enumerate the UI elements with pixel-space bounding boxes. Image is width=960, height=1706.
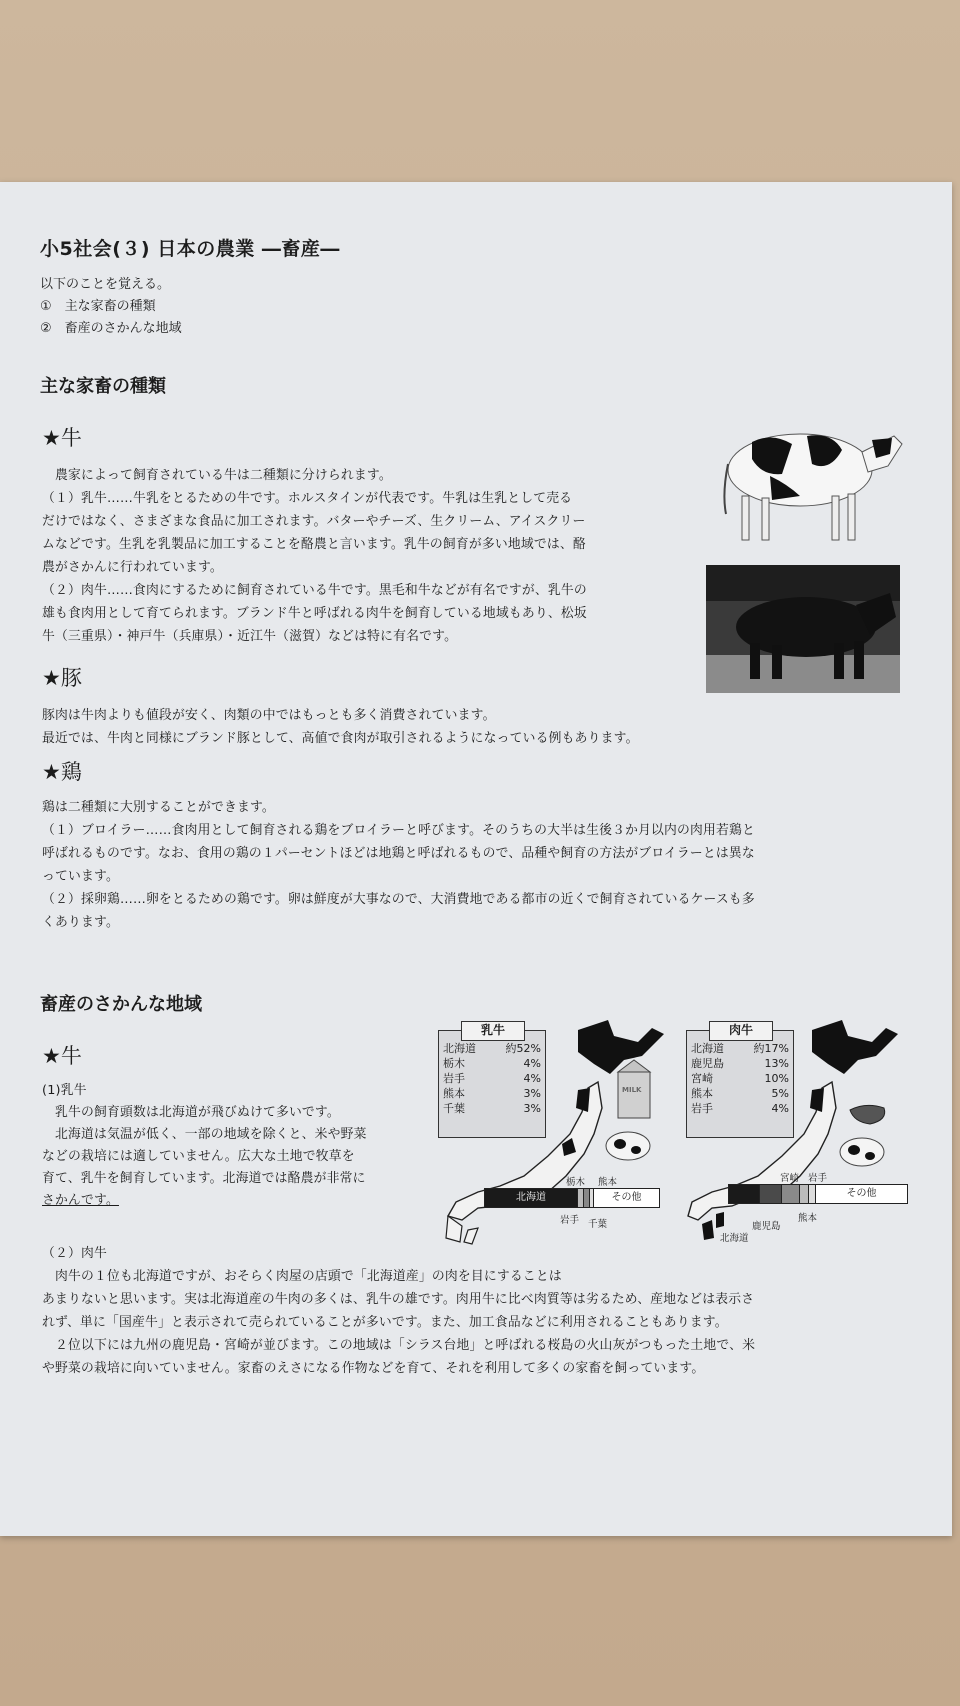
text-line: さかんです。 xyxy=(42,1193,119,1208)
intro-list xyxy=(40,274,182,340)
text-line: などの栽培には適していません。広大な土地で牧草を xyxy=(42,1149,355,1164)
stat-row xyxy=(443,1056,541,1071)
text-line: ２位以下には九州の鹿児島・宮崎が並びます。この地域は「シラス台地」と呼ばれる桜島の火山灰がつもった土地で、米 xyxy=(42,1338,756,1353)
stat-row xyxy=(691,1056,789,1071)
text-line: っています。 xyxy=(42,869,119,884)
subheading-chicken: ★鶏 xyxy=(42,760,82,784)
stat-row xyxy=(691,1086,789,1101)
stat-row xyxy=(691,1101,789,1116)
beef-stat-box xyxy=(686,1023,794,1138)
stat-row xyxy=(443,1086,541,1101)
pref: 北海道 xyxy=(691,1042,724,1055)
bar-label: 千葉 xyxy=(588,1219,608,1230)
pct: 5% xyxy=(771,1087,789,1100)
text-line: 呼ばれるものです。なお、食用の鶏の１パーセントほどは地鶏と呼ばれるもので、品種や飼育の方法がブロイラーとは異な xyxy=(42,846,755,861)
text-line: 鶏は二種類に大別することができます。 xyxy=(42,800,275,815)
pref: 岩手 xyxy=(691,1102,713,1115)
pct: 10% xyxy=(764,1072,789,1085)
dairy-share-bar xyxy=(484,1188,660,1208)
text-line: （２）採卵鶏……卵をとるための鶏です。卵は鮮度が大事なので、大消費地である都市の近くで飼育されているケースも多 xyxy=(42,892,755,907)
text-line: だけではなく、さまざまな食品に加工されます。バターやチーズ、生クリーム、アイスクリー xyxy=(42,514,586,529)
pct: 4% xyxy=(771,1102,789,1115)
bar-label: 岩手 xyxy=(808,1173,828,1184)
pref: 北海道 xyxy=(443,1042,476,1055)
text-line: 北海道は気温が低く、一部の地域を除くと、米や野菜 xyxy=(42,1127,367,1142)
bar-segment-kagoshima xyxy=(759,1185,781,1203)
beef-header: 肉牛 xyxy=(709,1021,773,1041)
pref: 熊本 xyxy=(691,1087,713,1100)
intro-line: ① 主な家畜の種類 xyxy=(40,299,156,314)
pct: 4% xyxy=(523,1072,541,1085)
bar-label: 鹿児島 xyxy=(752,1221,781,1232)
pig-paragraph xyxy=(42,704,639,750)
chicken-paragraph xyxy=(42,796,755,934)
text-line: や野菜の栽培に向いていません。家畜のえさになる作物などを育て、それを利用して多くの家畜を飼っています。 xyxy=(42,1361,705,1376)
dairy-header: 乳牛 xyxy=(461,1021,525,1041)
text-line: (1)乳牛 xyxy=(42,1083,87,1098)
pct: 4% xyxy=(523,1057,541,1070)
stat-row xyxy=(443,1071,541,1086)
section-heading-livestock-regions: 畜産のさかんな地域 xyxy=(40,994,202,1015)
text-line: 豚肉は牛肉よりも値段が安く、肉類の中ではもっとも多く消費されています。 xyxy=(42,708,496,723)
bar-label: 栃木 xyxy=(566,1177,586,1188)
bar-segment-hokkaido: 北海道 xyxy=(485,1189,577,1207)
text-line: 牛（三重県）・神戸牛（兵庫県）・近江牛（滋賀）などは特に有名です。 xyxy=(42,629,458,644)
bar-segment-iwate xyxy=(808,1185,815,1203)
text-line: 育て、乳牛を飼育しています。北海道では酪農が非常に xyxy=(42,1171,366,1186)
bar-segment-other: その他 xyxy=(815,1185,907,1203)
worksheet-paper xyxy=(0,182,952,1536)
bar-label: 熊本 xyxy=(798,1213,818,1224)
text-line: れず、単に「国産牛」と表示されて売られていることが多いです。また、加工食品などに利用されることもあります。 xyxy=(42,1315,728,1330)
pct: 約17% xyxy=(753,1042,789,1055)
milk-carton-label: MILK xyxy=(622,1086,642,1094)
text-line: 肉牛の１位も北海道ですが、おそらく肉屋の店頭で「北海道産」の肉を目にすることは xyxy=(42,1269,562,1284)
holstein-cow-photo xyxy=(712,414,906,548)
pref: 栃木 xyxy=(443,1057,465,1070)
dairy-stat-box xyxy=(438,1023,546,1138)
text-line: （２）肉牛 xyxy=(42,1246,107,1261)
text-line: 最近では、牛肉と同様にブランド豚として、高値で食肉が取引されるようになっている例もあります。 xyxy=(42,731,639,746)
stat-row xyxy=(443,1041,541,1056)
intro-line: 以下のことを覚える。 xyxy=(40,277,171,292)
bar-segment-hokkaido xyxy=(729,1185,759,1203)
pref: 千葉 xyxy=(443,1102,465,1115)
text-line: 農家によって飼育されている牛は二種類に分けられます。 xyxy=(42,468,392,483)
bar-label: 北海道 xyxy=(720,1233,749,1244)
pct: 3% xyxy=(523,1087,541,1100)
bar-label: 熊本 xyxy=(598,1177,618,1188)
pref: 鹿児島 xyxy=(691,1057,724,1070)
text-line: くあります。 xyxy=(42,915,119,930)
text-line: 雄も食肉用として育てられます。ブランド牛と呼ばれる肉牛を飼育している地域もあり、松坂 xyxy=(42,606,587,621)
pref: 岩手 xyxy=(443,1072,465,1085)
subheading-cow-regions: ★牛 xyxy=(42,1044,82,1068)
bar-label: 岩手 xyxy=(560,1215,580,1226)
dairy-paragraph xyxy=(42,1080,367,1212)
text-line: （１）ブロイラー……食肉用として飼育される鶏をブロイラーと呼びます。そのうちの大半は生後３か月以内の肉用若鶏と xyxy=(42,823,756,838)
bar-label: 宮崎 xyxy=(780,1173,800,1184)
text-line: （１）乳牛……牛乳をとるための牛です。ホルスタインが代表です。牛乳は生乳として売る xyxy=(42,491,573,506)
beef-cattle-panel xyxy=(684,1016,920,1248)
subheading-cow: ★牛 xyxy=(42,426,82,450)
stat-row xyxy=(691,1041,789,1056)
pref: 熊本 xyxy=(443,1087,465,1100)
bar-segment-kumamoto xyxy=(799,1185,808,1203)
text-line: ムなどです。生乳を乳製品に加工することを酪農と言います。乳牛の飼育が多い地域では、酪 xyxy=(42,537,586,552)
black-wagyu-photo xyxy=(706,565,900,693)
beef-share-bar xyxy=(728,1184,908,1204)
text-line: 乳牛の飼育頭数は北海道が飛びぬけて多いです。 xyxy=(42,1105,340,1120)
pct: 13% xyxy=(764,1057,789,1070)
intro-line: ② 畜産のさかんな地域 xyxy=(40,321,182,336)
text-line: あまりないと思います。実は北海道産の牛肉の多くは、乳牛の雄です。肉用牛に比べ肉質等は劣るため、産地などは表示さ xyxy=(42,1292,755,1307)
beef-paragraph xyxy=(42,1242,755,1380)
section-heading-livestock-types: 主な家畜の種類 xyxy=(40,376,166,397)
dairy-cattle-panel xyxy=(438,1016,674,1248)
subheading-pig: ★豚 xyxy=(42,666,82,690)
pct: 3% xyxy=(523,1102,541,1115)
stat-row xyxy=(443,1101,541,1116)
bar-segment-miyazaki xyxy=(781,1185,799,1203)
text-line: （２）肉牛……食肉にするために飼育されている牛です。黒毛和牛などが有名ですが、乳牛の xyxy=(42,583,587,598)
pct: 約52% xyxy=(505,1042,541,1055)
page-title: 小5社会(３) 日本の農業 ―畜産― xyxy=(40,238,340,260)
pref: 宮崎 xyxy=(691,1072,713,1085)
cow-paragraph xyxy=(42,464,587,648)
stat-row xyxy=(691,1071,789,1086)
text-line: 農がさかんに行われています。 xyxy=(42,560,223,575)
bar-segment-other: その他 xyxy=(593,1189,659,1207)
